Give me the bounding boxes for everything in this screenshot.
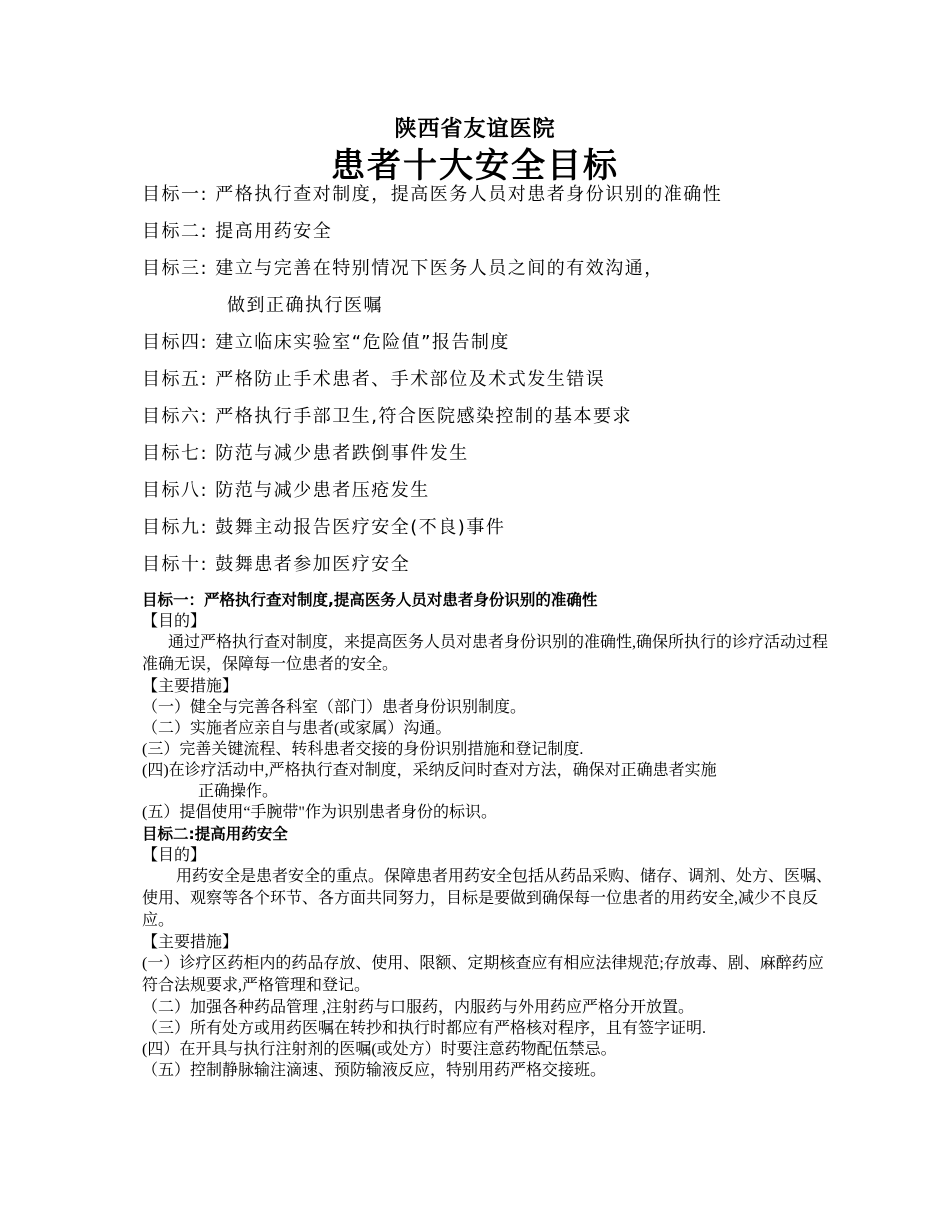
goal-item-3-continued: 做到正确执行医嘱 [227,295,383,316]
section-1-measure-5: (五）提倡使用“手腕带"作为识别患者身份的标识。 [142,804,497,821]
section-2-measures-label: 【主要措施】 [142,934,239,951]
goal-item-5: 目标五: 严格防止手术患者、手术部位及术式发生错误 [142,369,606,390]
section-1-measure-1: （一）健全与完善各科室（部门）患者身份识别制度。 [142,699,527,716]
section-1-title: 目标一：严格执行查对制度,提高医务人员对患者身份识别的准确性 [142,591,598,609]
section-1-measure-2: （二）实施者应亲自与患者(或家属）沟通。 [142,720,452,737]
goal-item-9: 目标九: 鼓舞主动报告医疗安全(不良)事件 [142,517,506,538]
section-2-measure-2: （二）加强各种药品管理 ,注射药与口服药，内服药与外用药应严格分开放置。 [142,999,695,1016]
section-1-purpose-text: 通过严格执行查对制度，来提高医务人员对患者身份识别的准确性,确保所执行的诊疗活动过程准确无误，保障每一位患者的安全。 [142,634,829,673]
goal-item-6: 目标六: 严格执行手部卫生,符合医院感染控制的基本要求 [142,406,633,427]
section-2-purpose-label: 【目的】 [142,847,207,864]
goal-item-2: 目标二: 提高用药安全 [142,221,333,242]
goal-item-10: 目标十: 鼓舞患者参加医疗安全 [142,554,411,575]
section-2-measure-3: （三）所有处方或用药医嘱在转抄和执行时都应有严格核对程序，且有签字证明. [142,1020,707,1037]
goal-item-1: 目标一: 严格执行查对制度，提高医务人员对患者身份识别的准确性 [142,184,723,205]
goal-item-4: 目标四: 建立临床实验室“危险值”报告制度 [142,332,510,353]
section-1-measure-4: (四)在诊疗活动中,严格执行查对制度，采纳反问时查对方法，确保对正确患者实施 [142,762,717,779]
section-2-purpose-text: 用药安全是患者安全的重点。保障患者用药安全包括从药品采购、储存、调剂、处方、医嘱、使用、观察等各个环节、各方面共同努力，目标是要做到确保每一位患者的用药安全,减少不良反应。 [142,868,833,929]
section-2-title: 目标二:提高用药安全 [142,825,288,843]
section-1-measures-label: 【主要措施】 [142,678,239,695]
section-2-measure-4: (四）在开具与执行注射剂的医嘱(或处方）时要注意药物配伍禁忌。 [142,1041,617,1058]
section-1-measure-4-continued: 正确操作。 [198,783,279,800]
goal-item-3: 目标三: 建立与完善在特别情况下医务人员之间的有效沟通， [142,258,664,279]
goal-details [142,589,832,1081]
section-2-measure-5: （五）控制静脉输注滴速、预防输液反应，特别用药严格交接班。 [142,1062,607,1079]
hospital-name: 陕西省友谊医院 [394,116,556,142]
section-1-purpose-label: 【目的】 [142,613,207,630]
section-1-measure-3: (三）完善关键流程、转科患者交接的身份识别措施和登记制度. [142,741,584,758]
goals-list [142,180,862,587]
section-2-measure-1: (一）诊疗区药柜内的药品存放、使用、限额、定期核查应有相应法律规范;存放毒、剧、麻醉药应符合法规要求,严格管理和登记。 [142,955,824,994]
page-title: 患者十大安全目标 [331,146,619,186]
goal-item-8: 目标八: 防范与减少患者压疮发生 [142,480,430,501]
goal-item-7: 目标七: 防范与减少患者跌倒事件发生 [142,443,469,464]
